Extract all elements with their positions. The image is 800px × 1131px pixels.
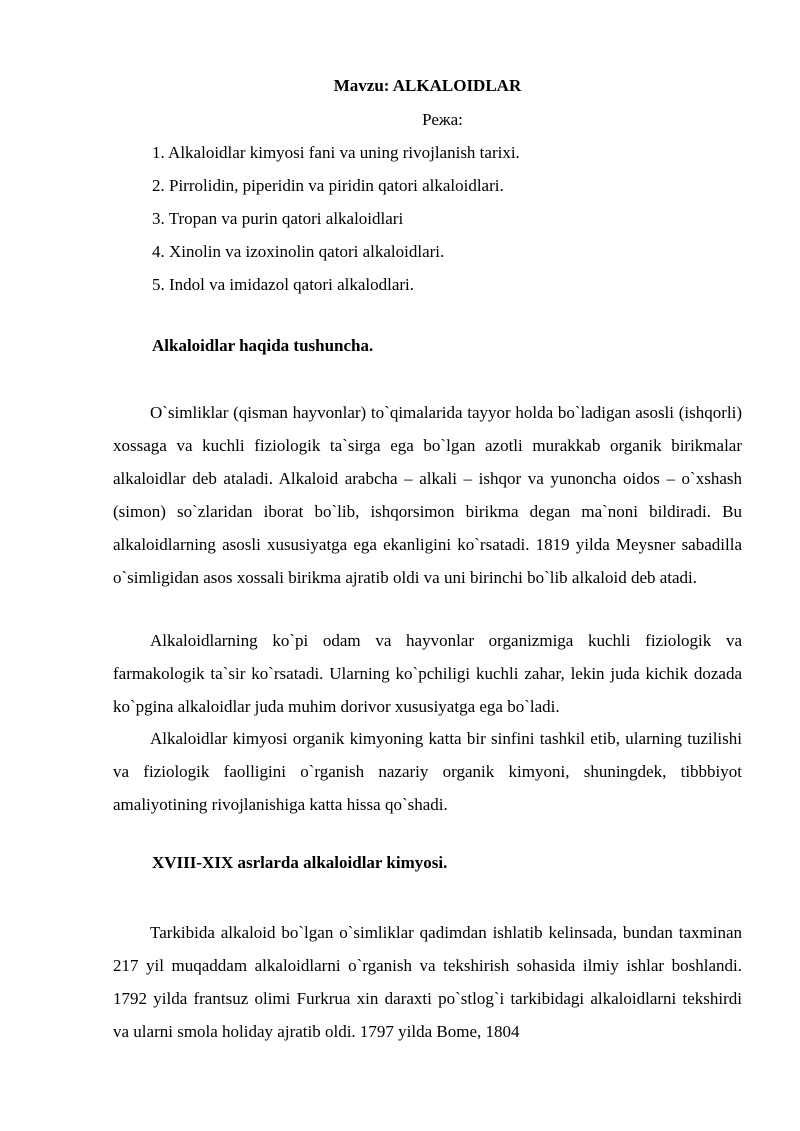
paragraph: Alkaloidlarning ko`pi odam va hayvonlar organizmiga kuchli fiziologik va farmakologik ta`sir ko`rsatadi. Ularning ko`pchiligi kuchli zahar, lekin juda kichik dozada ko`pgina alkaloidlar juda muhim dorivor xususiyatga ega bo`ladi.	[113, 631, 742, 716]
plan-label: Режа:	[422, 110, 463, 129]
plan-item: 3. Tropan va purin qatori alkaloidlari	[152, 209, 404, 228]
paragraph: O`simliklar (qisman hayvonlar) to`qimalarida tayyor holda bo`ladigan asosli (ishqorli) xossaga va kuchli fiziologik ta`sirga ega bo`lgan azotli murakkab organik birikmalar alkaloidlar deb ataladi. Alkaloid arabcha – alkali – ishqor va yunoncha oidos – o`xshash (simon) so`zlaridan iborat bo`lib, ishqorsimon birikma degan ma`noni bildiradi. Bu alkaloidlarning asosli xususiyatga ega ekanligini ko`rsatadi. 1819 yilda Meysner sabadilla o`simligidan asos xossali birikma ajratib oldi va uni birinchi bo`lib alkaloid deb atadi.	[113, 403, 742, 587]
paragraph: Tarkibida alkaloid bo`lgan o`simliklar qadimdan ishlatib kelinsada, bundan taxminan 217 yil muqaddam alkaloidlarni o`rganish va tekshirish sohasida ilmiy ishlar boshlandi. 1792 yilda frantsuz olimi Furkrua xin daraxti po`stlog`i tarkibidagi alkaloidlarni tekshirdi va ularni smola holiday ajratib oldi. 1797 yilda Bome, 1804	[113, 923, 742, 1041]
section-heading-history: XVIII-XIX asrlarda alkaloidlar kimyosi.	[152, 853, 448, 872]
plan-item: 2. Pirrolidin, piperidin va piridin qatori alkaloidlari.	[152, 176, 504, 195]
plan-item: 1. Alkaloidlar kimyosi fani va uning rivojlanish tarixi.	[152, 143, 520, 162]
plan-item: 4. Xinolin va izoxinolin qatori alkaloidlari.	[152, 242, 445, 261]
plan-item: 5. Indol va imidazol qatori alkalodlari.	[152, 275, 415, 294]
plan-list	[152, 140, 520, 305]
paragraph: Alkaloidlar kimyosi organik kimyoning katta bir sinfini tashkil etib, ularning tuzilishi va fiziologik faolligini o`rganish nazariy organik kimyoni, shuningdek, tibbbiyot amaliyotining rivojlanishiga katta hissa qo`shadi.	[113, 729, 742, 814]
document-title: Mavzu: ALKALOIDLAR	[333, 76, 522, 95]
section-heading-concept: Alkaloidlar haqida tushuncha.	[152, 336, 374, 355]
